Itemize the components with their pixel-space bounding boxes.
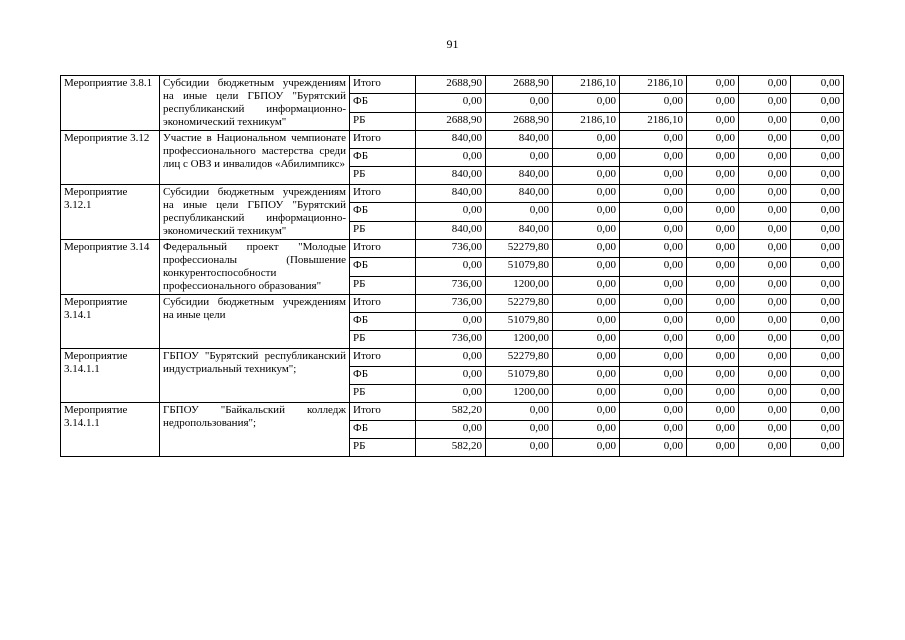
- amount-cell: 2186,10: [553, 112, 620, 130]
- amount-cell: 0,00: [553, 349, 620, 367]
- amount-cell: 0,00: [791, 313, 844, 331]
- amount-cell: 1200,00: [486, 331, 553, 349]
- amount-cell: 0,00: [791, 76, 844, 94]
- amount-cell: 0,00: [553, 258, 620, 276]
- amount-cell: 0,00: [486, 403, 553, 421]
- amount-cell: 0,00: [620, 331, 687, 349]
- amount-cell: 0,00: [739, 240, 791, 258]
- amount-cell: 0,00: [687, 185, 739, 203]
- amount-cell: 0,00: [739, 131, 791, 149]
- amount-cell: 0,00: [687, 276, 739, 294]
- amount-cell: 0,00: [687, 403, 739, 421]
- funding-source-cell: РБ: [350, 221, 416, 239]
- amount-cell: 0,00: [620, 203, 687, 221]
- funding-source-cell: ФБ: [350, 367, 416, 385]
- amount-cell: 0,00: [486, 421, 553, 439]
- amount-cell: 0,00: [791, 185, 844, 203]
- amount-cell: 2186,10: [620, 76, 687, 94]
- amount-cell: 736,00: [416, 276, 486, 294]
- amount-cell: 52279,80: [486, 295, 553, 313]
- amount-cell: 0,00: [620, 185, 687, 203]
- amount-cell: 0,00: [620, 421, 687, 439]
- amount-cell: 0,00: [739, 94, 791, 112]
- amount-cell: 0,00: [791, 331, 844, 349]
- event-name-cell: Мероприятие 3.14.1: [61, 295, 160, 349]
- amount-cell: 0,00: [486, 203, 553, 221]
- amount-cell: 0,00: [553, 185, 620, 203]
- amount-cell: 52279,80: [486, 349, 553, 367]
- amount-cell: 582,20: [416, 439, 486, 457]
- amount-cell: 0,00: [620, 367, 687, 385]
- funding-source-cell: Итого: [350, 349, 416, 367]
- amount-cell: 0,00: [791, 439, 844, 457]
- amount-cell: 0,00: [553, 403, 620, 421]
- funding-source-cell: ФБ: [350, 421, 416, 439]
- amount-cell: 0,00: [739, 276, 791, 294]
- amount-cell: 0,00: [620, 240, 687, 258]
- amount-cell: 2186,10: [620, 112, 687, 130]
- amount-cell: 0,00: [416, 313, 486, 331]
- amount-cell: 0,00: [620, 94, 687, 112]
- event-name-cell: Мероприятие 3.14.1.1: [61, 349, 160, 403]
- event-description-cell: Субсидии бюджетным учреждениям на иные цели ГБПОУ "Бурятский республиканский информационно-экономический техникум": [160, 76, 350, 131]
- amount-cell: 0,00: [687, 94, 739, 112]
- amount-cell: 2688,90: [416, 76, 486, 94]
- amount-cell: 0,00: [620, 276, 687, 294]
- amount-cell: 0,00: [553, 276, 620, 294]
- amount-cell: 0,00: [416, 258, 486, 276]
- funding-source-cell: ФБ: [350, 149, 416, 167]
- amount-cell: 51079,80: [486, 258, 553, 276]
- amount-cell: 840,00: [486, 221, 553, 239]
- amount-cell: 0,00: [416, 367, 486, 385]
- amount-cell: 0,00: [687, 131, 739, 149]
- amount-cell: 0,00: [416, 149, 486, 167]
- amount-cell: 0,00: [486, 94, 553, 112]
- table-row: [61, 185, 844, 203]
- amount-cell: 2688,90: [486, 76, 553, 94]
- amount-cell: 840,00: [486, 131, 553, 149]
- amount-cell: 736,00: [416, 331, 486, 349]
- amount-cell: 840,00: [416, 167, 486, 185]
- amount-cell: 0,00: [687, 203, 739, 221]
- amount-cell: 0,00: [553, 131, 620, 149]
- amount-cell: 0,00: [687, 76, 739, 94]
- amount-cell: 0,00: [553, 203, 620, 221]
- amount-cell: 0,00: [553, 94, 620, 112]
- amount-cell: 0,00: [620, 313, 687, 331]
- amount-cell: 0,00: [687, 421, 739, 439]
- budget-table: [60, 75, 844, 457]
- amount-cell: 736,00: [416, 240, 486, 258]
- amount-cell: 0,00: [739, 421, 791, 439]
- amount-cell: 0,00: [791, 167, 844, 185]
- amount-cell: 0,00: [791, 258, 844, 276]
- amount-cell: 0,00: [791, 295, 844, 313]
- funding-source-cell: Итого: [350, 403, 416, 421]
- page-number: 91: [446, 37, 459, 51]
- amount-cell: 0,00: [739, 112, 791, 130]
- amount-cell: 0,00: [739, 76, 791, 94]
- amount-cell: 52279,80: [486, 240, 553, 258]
- amount-cell: 0,00: [416, 421, 486, 439]
- amount-cell: 0,00: [687, 349, 739, 367]
- funding-source-cell: РБ: [350, 276, 416, 294]
- amount-cell: 0,00: [620, 221, 687, 239]
- amount-cell: 0,00: [791, 240, 844, 258]
- amount-cell: 0,00: [739, 149, 791, 167]
- funding-source-cell: ФБ: [350, 258, 416, 276]
- amount-cell: 0,00: [687, 240, 739, 258]
- event-name-cell: Мероприятие 3.14.1.1: [61, 403, 160, 457]
- amount-cell: 0,00: [687, 295, 739, 313]
- amount-cell: 736,00: [416, 295, 486, 313]
- amount-cell: 0,00: [620, 149, 687, 167]
- amount-cell: 0,00: [739, 258, 791, 276]
- amount-cell: 0,00: [791, 131, 844, 149]
- amount-cell: 0,00: [739, 331, 791, 349]
- funding-source-cell: Итого: [350, 76, 416, 94]
- funding-source-cell: Итого: [350, 185, 416, 203]
- amount-cell: 0,00: [553, 331, 620, 349]
- amount-cell: 0,00: [416, 203, 486, 221]
- amount-cell: 0,00: [791, 385, 844, 403]
- event-description-cell: Субсидии бюджетным учреждениям на иные цели ГБПОУ "Бурятский республиканский информационно-экономический техникум": [160, 185, 350, 240]
- amount-cell: 0,00: [739, 367, 791, 385]
- amount-cell: 0,00: [739, 221, 791, 239]
- amount-cell: 0,00: [553, 295, 620, 313]
- amount-cell: 0,00: [620, 295, 687, 313]
- amount-cell: 0,00: [553, 221, 620, 239]
- amount-cell: 0,00: [791, 203, 844, 221]
- funding-source-cell: ФБ: [350, 94, 416, 112]
- amount-cell: 0,00: [553, 439, 620, 457]
- amount-cell: 0,00: [687, 149, 739, 167]
- amount-cell: 51079,80: [486, 313, 553, 331]
- amount-cell: 1200,00: [486, 276, 553, 294]
- amount-cell: 840,00: [486, 167, 553, 185]
- amount-cell: 0,00: [739, 203, 791, 221]
- amount-cell: 0,00: [739, 349, 791, 367]
- table-row: [61, 295, 844, 313]
- funding-source-cell: ФБ: [350, 203, 416, 221]
- funding-source-cell: Итого: [350, 240, 416, 258]
- event-description-cell: Федеральный проект "Молодые профессионалы (Повышение конкурентоспособности профессионального образования": [160, 240, 350, 295]
- amount-cell: 0,00: [416, 385, 486, 403]
- funding-source-cell: Итого: [350, 295, 416, 313]
- amount-cell: 0,00: [620, 258, 687, 276]
- funding-source-cell: РБ: [350, 167, 416, 185]
- amount-cell: 0,00: [687, 439, 739, 457]
- amount-cell: 0,00: [553, 240, 620, 258]
- amount-cell: 0,00: [416, 94, 486, 112]
- amount-cell: 0,00: [791, 94, 844, 112]
- amount-cell: 0,00: [620, 385, 687, 403]
- amount-cell: 0,00: [739, 185, 791, 203]
- funding-source-cell: РБ: [350, 112, 416, 130]
- amount-cell: 0,00: [791, 112, 844, 130]
- amount-cell: 840,00: [416, 185, 486, 203]
- table-row: [61, 240, 844, 258]
- amount-cell: 0,00: [553, 313, 620, 331]
- amount-cell: 0,00: [739, 385, 791, 403]
- amount-cell: 1200,00: [486, 385, 553, 403]
- amount-cell: 840,00: [486, 185, 553, 203]
- amount-cell: 582,20: [416, 403, 486, 421]
- amount-cell: 0,00: [553, 367, 620, 385]
- amount-cell: 0,00: [620, 167, 687, 185]
- amount-cell: 0,00: [620, 439, 687, 457]
- funding-source-cell: ФБ: [350, 313, 416, 331]
- amount-cell: 0,00: [416, 349, 486, 367]
- amount-cell: 0,00: [791, 367, 844, 385]
- event-description-cell: Участие в Национальном чемпионате профессионального мастерства среди лиц с ОВЗ и инвалидов «Абилимпикс»: [160, 131, 350, 185]
- amount-cell: 0,00: [687, 331, 739, 349]
- amount-cell: 0,00: [739, 439, 791, 457]
- amount-cell: 0,00: [791, 349, 844, 367]
- funding-source-cell: Итого: [350, 131, 416, 149]
- table-row: [61, 131, 844, 149]
- amount-cell: 0,00: [553, 149, 620, 167]
- event-description-cell: Субсидии бюджетным учреждениям на иные цели: [160, 295, 350, 349]
- amount-cell: 0,00: [687, 367, 739, 385]
- amount-cell: 840,00: [416, 221, 486, 239]
- table-row: [61, 349, 844, 367]
- amount-cell: 0,00: [739, 403, 791, 421]
- amount-cell: 840,00: [416, 131, 486, 149]
- amount-cell: 0,00: [486, 149, 553, 167]
- event-name-cell: Мероприятие 3.12: [61, 131, 160, 185]
- amount-cell: 0,00: [687, 221, 739, 239]
- amount-cell: 0,00: [620, 131, 687, 149]
- funding-source-cell: РБ: [350, 439, 416, 457]
- event-name-cell: Мероприятие 3.8.1: [61, 76, 160, 131]
- funding-source-cell: РБ: [350, 385, 416, 403]
- amount-cell: 0,00: [791, 276, 844, 294]
- table-row: [61, 76, 844, 94]
- amount-cell: 0,00: [687, 167, 739, 185]
- event-name-cell: Мероприятие 3.14: [61, 240, 160, 295]
- amount-cell: 2186,10: [553, 76, 620, 94]
- table-row: [61, 403, 844, 421]
- amount-cell: 0,00: [687, 258, 739, 276]
- amount-cell: 0,00: [791, 403, 844, 421]
- amount-cell: 0,00: [553, 167, 620, 185]
- amount-cell: 0,00: [791, 221, 844, 239]
- amount-cell: 2688,90: [486, 112, 553, 130]
- amount-cell: 2688,90: [416, 112, 486, 130]
- amount-cell: 51079,80: [486, 367, 553, 385]
- amount-cell: 0,00: [553, 421, 620, 439]
- amount-cell: 0,00: [553, 385, 620, 403]
- event-description-cell: ГБПОУ "Байкальский колледж недропользования";: [160, 403, 350, 457]
- amount-cell: 0,00: [687, 112, 739, 130]
- amount-cell: 0,00: [791, 149, 844, 167]
- funding-source-cell: РБ: [350, 331, 416, 349]
- amount-cell: 0,00: [791, 421, 844, 439]
- amount-cell: 0,00: [687, 313, 739, 331]
- amount-cell: 0,00: [739, 167, 791, 185]
- amount-cell: 0,00: [486, 439, 553, 457]
- event-name-cell: Мероприятие 3.12.1: [61, 185, 160, 240]
- event-description-cell: ГБПОУ "Бурятский республиканский индустриальный техникум";: [160, 349, 350, 403]
- amount-cell: 0,00: [620, 349, 687, 367]
- amount-cell: 0,00: [620, 403, 687, 421]
- amount-cell: 0,00: [687, 385, 739, 403]
- amount-cell: 0,00: [739, 313, 791, 331]
- amount-cell: 0,00: [739, 295, 791, 313]
